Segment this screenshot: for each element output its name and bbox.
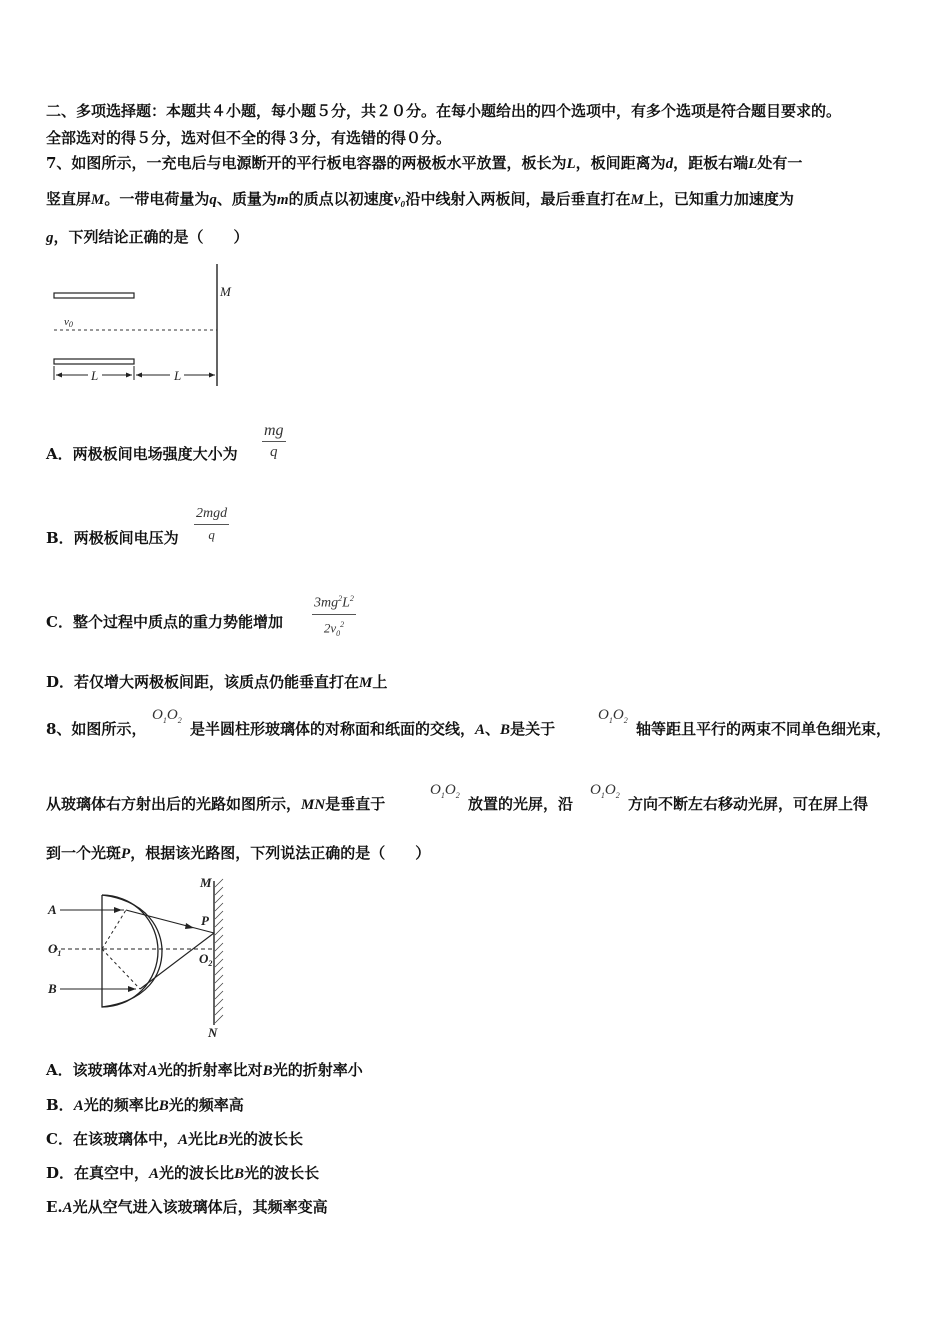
q8-stem-line2-end: 方向不断左右移动光屏，可在屏上得 <box>628 795 869 813</box>
q7-option-b[interactable]: B．两极板间电压为 <box>46 529 179 547</box>
label-M: M <box>220 284 231 299</box>
label-M: M <box>200 875 212 890</box>
q8-o1o2-symbol-4: $O_1O_2$ <box>590 782 620 800</box>
q8-option-e[interactable]: E.A光从空气进入该玻璃体后，其频率变高 <box>46 1198 328 1216</box>
label-v0: v0 <box>64 316 73 329</box>
q7-option-d[interactable]: D．若仅增大两极板间距，该质点仍能垂直打在M上 <box>46 673 388 691</box>
screen-hatching <box>215 879 223 1023</box>
q8-stem-line1: 8、如图所示， <box>46 720 147 738</box>
label-L1: L <box>91 368 99 383</box>
label-B: B <box>48 981 57 996</box>
upper-plate <box>54 293 134 298</box>
q8-o1o2-symbol-2: $O_1O_2$ <box>598 707 628 725</box>
q7-stem-line2: 竖直屏M。一带电荷量为q、质量为m的质点以初速度v₀沿中线射入两板间，最后垂直打在M上，已知重力加速度为 <box>46 190 794 208</box>
q8-stem-line3: 到一个光斑P，根据该光路图，下列说法正确的是（ ） <box>46 844 431 862</box>
q8-stem-line1-mid: 是半圆柱形玻璃体的对称面和纸面的交线，A、B是关于 <box>190 720 556 738</box>
label-O2: $O_2$ <box>199 951 213 968</box>
q7-option-b-fraction: 2mgd q <box>196 506 228 542</box>
q7-option-c[interactable]: C．整个过程中质点的重力势能增加 <box>46 613 283 631</box>
q8-option-b[interactable]: B．A光的频率比B光的频率高 <box>46 1096 244 1114</box>
q7-capacitor-figure <box>46 262 246 390</box>
q7-stem-line1: 7、如图所示，一充电后与电源断开的平行板电容器的两极板水平放置，板长为L，板间距离为d，距板右端L处有一 <box>46 154 803 172</box>
q8-option-c[interactable]: C．在该玻璃体中，A光比B光的波长长 <box>46 1130 304 1148</box>
label-O1: $O_1$ <box>48 941 62 958</box>
q8-stem-line2-mid: 放置的光屏，沿 <box>468 795 574 813</box>
label-P: P <box>201 913 209 928</box>
section-heading: 二、多项选择题：本题共４小题，每小题５分，共２０分。在每小题给出的四个选项中，有多个选项是符合题目要求的。 <box>46 102 842 120</box>
label-A: A <box>48 902 57 917</box>
label-L2: L <box>174 368 182 383</box>
q7-option-a-fraction: $\frac{mg}{q}$ <box>264 422 284 460</box>
q8-optics-figure <box>44 873 244 1039</box>
q7-stem-line3: g，下列结论正确的是（ ） <box>46 228 249 246</box>
lower-plate <box>54 359 134 364</box>
q7-option-a[interactable]: A．两极板间电场强度大小为 <box>46 445 238 463</box>
section-scoring-note: 全部选对的得５分，选对但不全的得３分，有选错的得０分。 <box>46 129 452 147</box>
q8-stem-line2: 从玻璃体右方射出后的光路如图所示，MN是垂直于 <box>46 795 386 813</box>
q8-stem-line1-end: 轴等距且平行的两束不同单色细光束， <box>636 720 892 738</box>
label-N: N <box>208 1025 218 1039</box>
q8-o1o2-symbol-3: $O_1O_2$ <box>430 782 460 800</box>
q8-o1o2-symbol-1: $O_1O_2$ <box>152 707 182 725</box>
q8-option-a[interactable]: A．该玻璃体对A光的折射率比对B光的折射率小 <box>46 1061 363 1079</box>
q8-option-d[interactable]: D．在真空中，A光的波长比B光的波长长 <box>46 1164 320 1182</box>
q7-option-c-fraction: $\frac{3mg^2L^2}{2v_0^2}$ <box>312 589 356 644</box>
